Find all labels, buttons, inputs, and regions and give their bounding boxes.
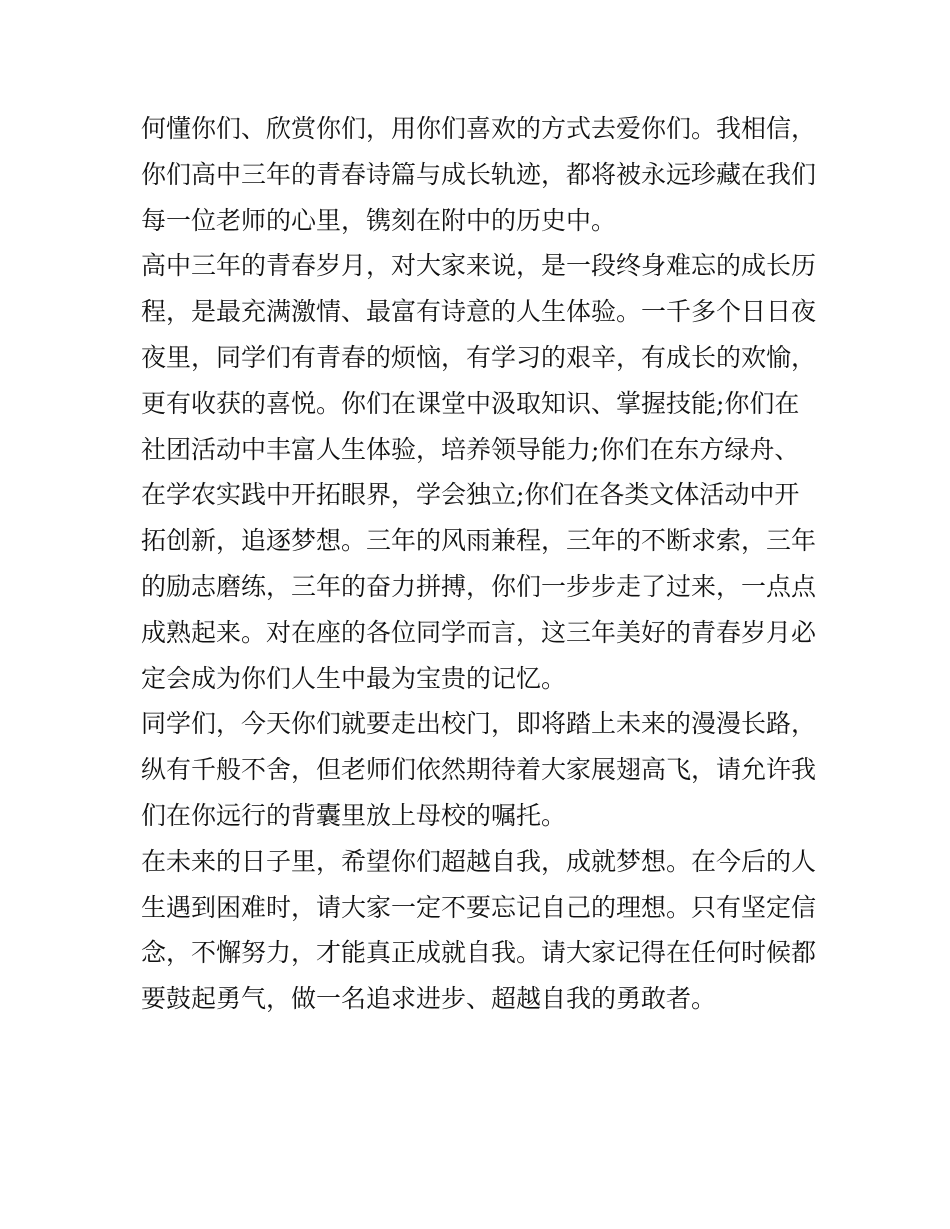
text-line: 要鼓起勇气，做一名追求进步、超越自我的勇敢者。: [141, 984, 717, 1014]
text-line: 生遇到困难时，请大家一定不要忘记自己的理想。只有坚定信: [141, 892, 817, 922]
text-line: 拓创新，追逐梦想。三年的风雨兼程，三年的不断求索，三年: [141, 526, 817, 556]
text-line: 在未来的日子里，希望你们超越自我，成就梦想。在今后的人: [141, 846, 817, 876]
text-line: 每一位老师的心里，镌刻在附中的历史中。: [141, 205, 617, 235]
text-line: 们在你远行的背囊里放上母校的嘱托。: [141, 800, 567, 830]
text-line: 在学农实践中开拓眼界，学会独立;你们在各类文体活动中开: [141, 480, 800, 510]
text-line: 高中三年的青春岁月，对大家来说，是一段终身难忘的成长历: [141, 251, 817, 281]
text-line: 定会成为你们人生中最为宝贵的记忆。: [141, 663, 567, 693]
document-body: [141, 106, 821, 1022]
text-line: 夜里，同学们有青春的烦恼，有学习的艰辛，有成长的欢愉，: [141, 342, 817, 372]
text-line: 纵有千般不舍，但老师们依然期待着大家展翅高飞，请允许我: [141, 755, 817, 785]
text-line: 成熟起来。对在座的各位同学而言，这三年美好的青春岁月必: [141, 617, 817, 647]
text-line: 的励志磨练，三年的奋力拼搏，你们一步步走了过来，一点点: [141, 571, 817, 601]
text-line: 何懂你们、欣赏你们，用你们喜欢的方式去爱你们。我相信，: [141, 114, 817, 143]
text-line: 更有收获的喜悦。你们在课堂中汲取知识、掌握技能;你们在: [141, 388, 800, 418]
text-line: 念，不懈努力，才能真正成就自我。请大家记得在任何时候都: [141, 938, 817, 968]
text-line: 社团活动中丰富人生体验，培养领导能力;你们在东方绿舟、: [141, 434, 800, 464]
text-line: 你们高中三年的青春诗篇与成长轨迹，都将被永远珍藏在我们: [141, 159, 817, 189]
text-line: 同学们，今天你们就要走出校门，即将踏上未来的漫漫长路，: [141, 709, 817, 739]
text-line: 程，是最充满激情、最富有诗意的人生体验。一千多个日日夜: [141, 297, 817, 327]
